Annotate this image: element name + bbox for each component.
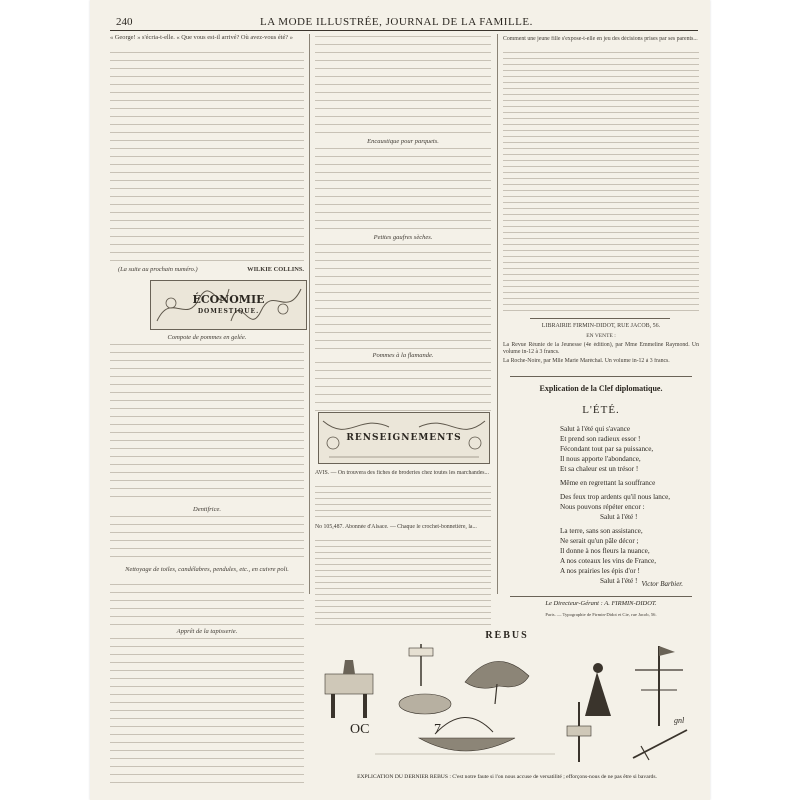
poem-line: La terre, sans son assistance, xyxy=(560,527,643,535)
directeur-line: Le Directeur-Gérant : A. FIRMIN-DIDOT. xyxy=(545,600,657,607)
header-rule xyxy=(110,30,698,31)
sword-icon xyxy=(633,730,687,760)
pommes-flamande-text-block xyxy=(315,362,491,412)
avis-line: AVIS. — On trouvera des fiches de broderies chez toutes les marchandes... xyxy=(315,470,489,476)
pommes-flamande-title: Pommes à la flamande. xyxy=(372,352,434,359)
newspaper-page xyxy=(90,0,710,800)
poem-author: Victor Barbier. xyxy=(641,580,683,588)
column-divider-left xyxy=(309,34,310,594)
renseignements-banner xyxy=(318,412,490,464)
table-icon xyxy=(325,660,373,718)
poem-line: Ne serait qu'un pâle décor ; xyxy=(560,537,639,545)
poem-line: Même en regrettant la souffrance xyxy=(560,479,656,487)
renseignements-title: RENSEIGNEMENTS xyxy=(346,433,462,443)
figure-icon xyxy=(585,663,611,716)
signpost-icon xyxy=(409,644,433,686)
rebus-illustration xyxy=(315,642,699,770)
poem-line: A nos coteaux les vins de France, xyxy=(560,557,657,565)
story-opening-line: « George! » s'écria-t-elle. « Que vous est-il arrivé? Où avez-vous été? » xyxy=(110,34,293,41)
directeur-rule xyxy=(510,596,692,597)
gaufres-text-block xyxy=(315,244,491,352)
book-listing-2: La Roche-Noire, par Mlle Marie Maréchal. Un volume in-12 à 3 francs. xyxy=(503,358,670,364)
poem-line: Des feux trop ardents qu'il nous lance, xyxy=(560,493,671,501)
rebus-label-oc: OC xyxy=(350,722,370,737)
rebus-title: RÉBUS xyxy=(485,630,529,641)
poem-title: L'ÉTÉ. xyxy=(582,404,620,416)
poem-line: Et prend son radieux essor ! xyxy=(560,435,641,443)
boat-icon xyxy=(375,717,555,754)
mast-icon xyxy=(635,646,683,726)
poem-line: Salut à l'été qui s'avance xyxy=(560,425,631,433)
apprets-text-block xyxy=(110,638,304,788)
avis-text-block xyxy=(315,486,491,522)
dentifrice-title: Dentifrice. xyxy=(193,506,221,513)
poem-refrain: Salut à l'été ! xyxy=(600,513,638,521)
economie-subtitle: DOMESTIQUE. xyxy=(197,308,260,315)
explanation-rule xyxy=(510,376,692,377)
economie-title: ÉCONOMIE xyxy=(192,293,265,306)
renseignements-text-block xyxy=(315,540,491,626)
apprets-title: Apprêt de la tapisserie. xyxy=(176,628,238,635)
economie-domestique-banner xyxy=(150,280,307,330)
tree-icon xyxy=(465,661,529,704)
encaustique-title: Encaustique pour parquets. xyxy=(367,138,439,145)
story-author: WILKIE COLLINS. xyxy=(247,266,304,273)
page-number: 240 xyxy=(116,16,133,28)
rock-icon xyxy=(399,694,451,714)
poem-line: A nos prairies les épis d'or ! xyxy=(560,567,640,575)
rebus-label-7: 7 xyxy=(434,722,441,737)
poem-line: Et sa chaleur est un trésor ! xyxy=(560,465,639,473)
journal-title: LA MODE ILLUSTRÉE, JOURNAL DE LA FAMILLE. xyxy=(260,16,533,28)
gaufres-title: Petites gaufres sèches. xyxy=(373,234,433,241)
explanation-title: Explication de la Clef diplomatique. xyxy=(539,384,663,393)
nettoyage-title: Nettoyage de toiles, candélabres, pendules, etc., en cuivre poli. xyxy=(125,566,289,573)
compote-text-block xyxy=(110,344,304,504)
en-vente-label: EN VENTE : xyxy=(586,333,616,339)
rebus-signature: gnl xyxy=(674,716,685,725)
advice-text-block xyxy=(503,52,699,314)
book-listing-1: La Revue Réunie de la Jeunesse (4e édition), par Mme Emmeline Raymond. Un volume in-12 à 3 francs. xyxy=(503,342,699,355)
story-text-block xyxy=(110,52,304,262)
poem-block xyxy=(560,424,700,586)
rebus-caption: EXPLICATION DU DERNIER RÉBUS : C'est notre faute si l'on nous accuse de versatilité ; efforçons-nous de ne pas être si bavards. xyxy=(357,774,657,780)
imprint-line: Paris. — Typographie de Firmin-Didot et Cie, rue Jacob, 56. xyxy=(545,612,657,617)
poem-refrain: Salut à l'été ! xyxy=(600,577,638,585)
librairie-header: LIBRAIRIE FIRMIN-DIDOT, RUE JACOB, 56. xyxy=(541,323,661,329)
column-divider-right xyxy=(497,34,498,594)
story-continued-note: (La suite au prochain numéro.) xyxy=(118,266,198,273)
middle-intro-text-block xyxy=(315,36,491,136)
nettoyage-text-block xyxy=(110,584,304,628)
encaustique-text-block xyxy=(315,148,491,230)
compote-title: Compote de pommes en gelée. xyxy=(167,334,247,341)
abonnee-line: No 105,487. Abonnée d'Alsace. — Chaque le crochet-bonnetière, la... xyxy=(315,524,477,530)
poem-line: Il nous apporte l'abondance, xyxy=(560,455,641,463)
poem-line: Il donne à nos fleurs la nuance, xyxy=(560,547,650,555)
poem-line: Fécondant tout par sa puissance, xyxy=(560,445,654,453)
dentifrice-text-block xyxy=(110,516,304,564)
advice-opening: Comment une jeune fille s'expose-t-elle en jeu des décisions prises par ses parents... xyxy=(503,36,698,42)
librairie-rule xyxy=(530,318,670,319)
poem-line: Nous pouvons répéter encor : xyxy=(560,503,645,511)
